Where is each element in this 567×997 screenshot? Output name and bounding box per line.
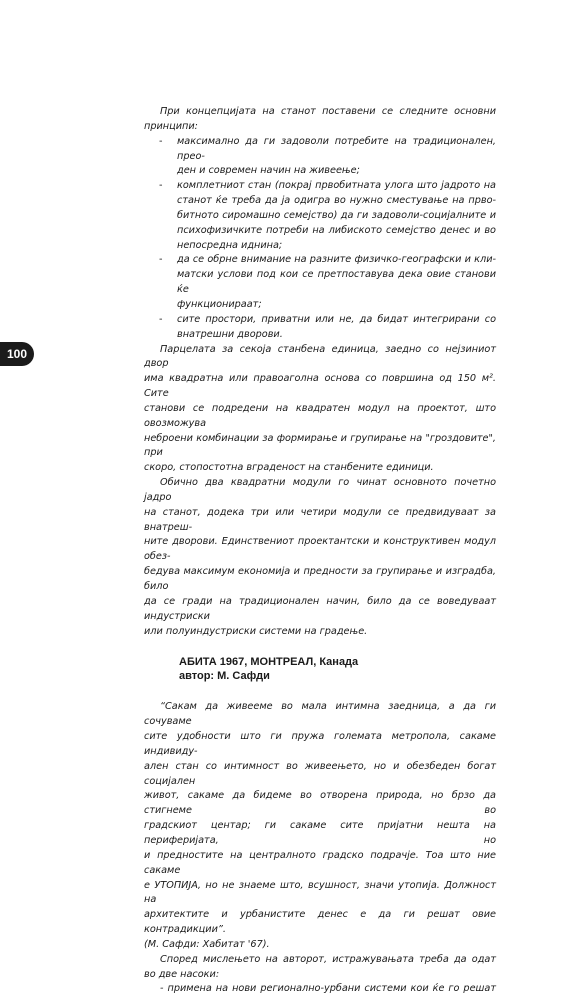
text-line: При концепцијата на станот поставени се следните основни bbox=[160, 106, 496, 117]
dash-marker: - bbox=[159, 254, 163, 266]
text-line: функционираат; bbox=[177, 298, 262, 310]
text-line: во две насоки: bbox=[144, 968, 220, 980]
text-line: скоро, стопостотна вграденост на станбените единици. bbox=[144, 462, 434, 474]
author-opinion-paragraph bbox=[144, 953, 496, 997]
text-line: да се обрне внимание на разните физичко-географски и кли- bbox=[177, 254, 496, 266]
list-item bbox=[144, 253, 496, 312]
dash-marker: - bbox=[159, 180, 163, 192]
text-line: е УТОПИЈА, но не знаеме што, всушност, значи утопија. Должност на bbox=[144, 879, 496, 906]
dash-marker: - bbox=[159, 135, 163, 147]
list-item bbox=[144, 135, 496, 180]
heading-author: автор: М. Сафди bbox=[179, 670, 270, 683]
text-line: станови се подредени на квадратен модул на проектот, што овозможува bbox=[144, 402, 496, 429]
text-line: или полуиндустриски системи на градење. bbox=[144, 625, 368, 637]
text-line: - примена на нови регионално-урбани системи кои ќе го решат bbox=[160, 983, 496, 995]
section-heading bbox=[144, 655, 496, 683]
text-line: внатрешни дворови. bbox=[177, 328, 283, 340]
heading-title: АБИТА 1967, МОНТРЕАЛ, Канада bbox=[179, 656, 359, 669]
text-line: принципи: bbox=[144, 120, 198, 132]
parcel-paragraph bbox=[144, 343, 496, 477]
text-line: битното сиромашно семејство) да ги задоволи-социјалните и bbox=[177, 209, 496, 221]
modules-paragraph bbox=[144, 476, 496, 639]
text-line: бедува максимум економија и предности за групирање и изградба, било bbox=[144, 566, 496, 592]
text-line: Според мислењето на авторот, истражувањата треба да одат bbox=[160, 953, 496, 965]
page-number: 100 bbox=[6, 347, 28, 361]
text-line: непосредна иднина; bbox=[177, 239, 283, 251]
text-line: архитектите и урбанистите денес е да ги решат овие контрадикции”. bbox=[144, 909, 496, 936]
page-number-tab bbox=[0, 342, 34, 366]
text-line: ните дворови. Единствениот проектантски и конструктивен модул обез- bbox=[144, 536, 496, 563]
text-line: живот, сакаме да бидеме во отворена природа, но брзо да стигнеме во bbox=[144, 790, 496, 817]
text-line: психофизичките потреби на либиското семејство денес и во bbox=[177, 224, 496, 236]
text-line: станот ќе треба да ја одигра во нужно сместување на прво- bbox=[177, 195, 496, 207]
text-line: да се гради на традиционален начин, било да се воведуваат индустриски bbox=[144, 595, 496, 622]
text-line: ален стан со интимност во живеењето, но и обезбеден богат социјален bbox=[144, 760, 496, 787]
text-line: Парцелата за секоја станбена единица, заедно со нејзиниот двор bbox=[144, 343, 496, 370]
principles-list bbox=[144, 135, 496, 343]
intro-paragraph bbox=[144, 105, 496, 135]
main-text-column bbox=[144, 105, 496, 997]
dash-marker: - bbox=[159, 313, 163, 325]
quote-paragraph bbox=[144, 700, 496, 952]
text-line: комплетниот стан (покрај првобитната улога што јадрото на bbox=[177, 180, 496, 192]
text-line: неброени комбинации за формирање и групирање на "гроздовите", при bbox=[144, 432, 496, 459]
text-line: сите простори, приватни или не, да бидат интегрирани со bbox=[177, 313, 496, 325]
text-line: градскиот центар; ги сакаме сите пријатни нешта на периферијата, но bbox=[144, 820, 496, 846]
text-line: матски услови под кои се претпоставува дека овие станови ќе bbox=[177, 269, 496, 296]
text-line: на станот, додека три или четири модули се предвидуваат за внатреш- bbox=[144, 506, 496, 533]
text-line: има квадратна или правоаголна основа со површина од 150 м². Сите bbox=[144, 373, 496, 400]
text-line: и предностите на централното градско подрачје. Тоа што ние сакаме bbox=[144, 849, 496, 876]
text-line: (М. Сафди: Хабитат '67). bbox=[144, 938, 270, 950]
text-line: максимално да ги задоволи потребите на традиционален, прео- bbox=[177, 135, 496, 162]
text-line: “Сакам да живееме во мала интимна заедница, а да ги сочуваме bbox=[144, 701, 496, 728]
text-line: Обично два квадратни модули го чинат основното почетно јадро bbox=[144, 477, 496, 503]
text-line: сите удобности што ги пружа големата метропола, сакаме индивиду- bbox=[144, 731, 496, 757]
list-item bbox=[144, 179, 496, 253]
list-item bbox=[144, 313, 496, 343]
text-line: ден и современ начин на живеење; bbox=[177, 165, 360, 177]
